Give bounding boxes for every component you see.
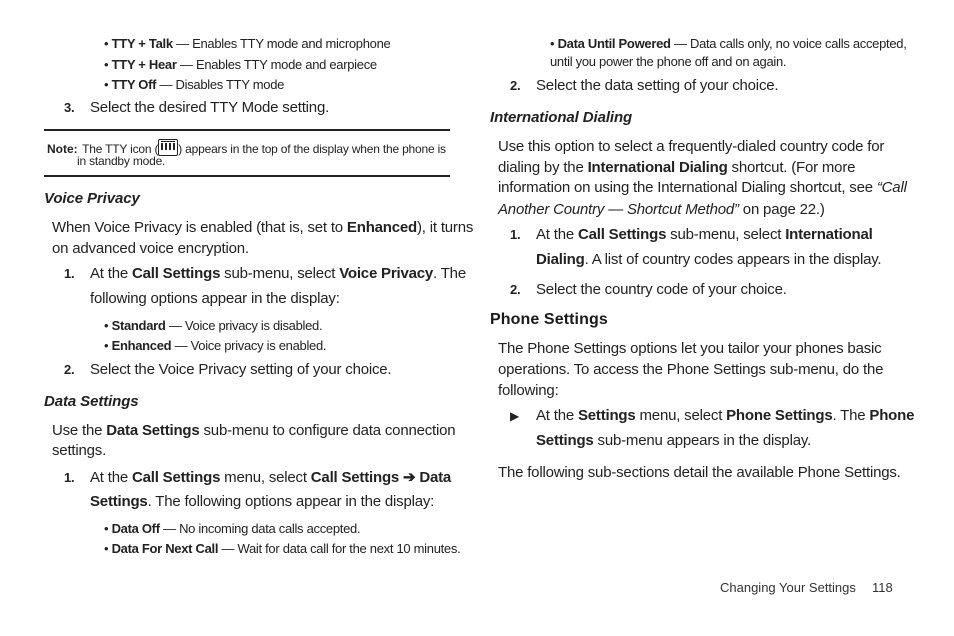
bullet-data-next-call: • Data For Next Call — Wait for data call for the next 10 minutes. (104, 541, 461, 556)
voice-privacy-intro-2: on advanced voice encryption. (52, 240, 249, 257)
note-line-1: Note: The TTY icon ( ) appears in the top of the display when the phone is (47, 139, 446, 158)
intl-step-1-line-2: Dialing. A list of country codes appears in the display. (536, 251, 882, 268)
voice-privacy-intro-1: When Voice Privacy is enabled (that is, set to Enhanced), it turns (52, 219, 474, 236)
note-top-rule (44, 129, 450, 131)
data-settings-intro-1: Use the Data Settings sub-menu to configure data connection (52, 422, 456, 439)
voice-privacy-step-2: 2. Select the Voice Privacy setting of your choice. (64, 361, 392, 378)
heading-data-settings: Data Settings (44, 393, 139, 410)
bullet-data-until-powered-line-2: until you power the phone off and on again. (550, 54, 787, 69)
intl-para-3: information on using the International Dialing shortcut, see “Call (498, 179, 907, 196)
phone-settings-para-3: following: (498, 382, 559, 399)
phone-settings-closing: The following sub-sections detail the available Phone Settings. (498, 464, 901, 481)
note-line-2: in standby mode. (77, 154, 166, 168)
data-settings-step-1: 1. At the Call Settings menu, select Call Settings ➔ Data (64, 469, 452, 486)
note-bottom-rule (44, 175, 450, 177)
voice-privacy-step-1: 1. At the Call Settings sub-menu, select Voice Privacy. The (64, 265, 466, 282)
bullet-tty-off: • TTY Off — Disables TTY mode (104, 77, 285, 92)
bullet-data-until-powered: • Data Until Powered — Data calls only, no voice calls accepted, (550, 36, 907, 51)
heading-phone-settings: Phone Settings (490, 311, 608, 328)
arrow-bullet-icon: ▶ (510, 409, 520, 423)
step-3-tty: 3. Select the desired TTY Mode setting. (64, 99, 330, 116)
phone-settings-arrow-step-line-2: Settings sub-menu appears in the display. (536, 432, 811, 449)
data-step-2: 2. Select the data setting of your choice. (510, 77, 779, 94)
heading-voice-privacy: Voice Privacy (44, 190, 140, 207)
footer-page-number: 118 (872, 580, 893, 595)
intl-para-2: dialing by the International Dialing shortcut. (For more (498, 159, 856, 176)
voice-privacy-step-1-line-2: following options appear in the display: (90, 290, 340, 307)
data-settings-step-1-line-2: Settings. The following options appear in the display: (90, 493, 435, 510)
data-settings-intro-2: settings. (52, 442, 107, 459)
intl-para-1: Use this option to select a frequently-dialed country code for (498, 138, 885, 155)
bullet-standard: • Standard — Voice privacy is disabled. (104, 318, 323, 333)
bullet-tty-talk: • TTY + Talk — Enables TTY mode and microphone (104, 36, 391, 51)
heading-international-dialing: International Dialing (490, 109, 633, 126)
phone-settings-para-2: operations. To access the Phone Settings sub-menu, do the (498, 361, 884, 378)
bullet-data-off: • Data Off — No incoming data calls accepted. (104, 521, 361, 536)
phone-settings-para-1: The Phone Settings options let you tailor your phones basic (498, 340, 882, 357)
intl-step-1: 1. At the Call Settings sub-menu, select International (510, 226, 873, 243)
footer-section-title: Changing Your Settings (720, 580, 856, 595)
bullet-tty-hear: • TTY + Hear — Enables TTY mode and earpiece (104, 57, 377, 72)
bullet-enhanced: • Enhanced — Voice privacy is enabled. (104, 338, 327, 353)
intl-step-2: 2. Select the country code of your choice. (510, 281, 787, 298)
intl-para-4: Another Country — Shortcut Method” on page 22.) (498, 201, 825, 218)
phone-settings-arrow-step: ▶ At the Settings menu, select Phone Settings. The Phone (510, 407, 915, 424)
